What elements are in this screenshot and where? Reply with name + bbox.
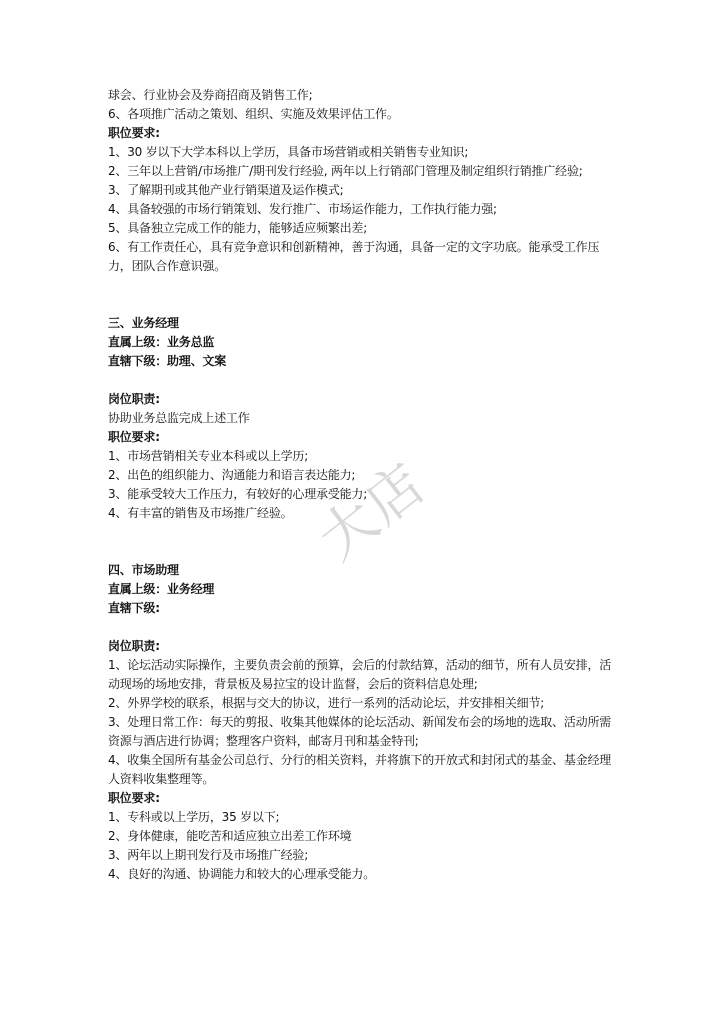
requirements-heading: 职位要求:: [108, 791, 160, 805]
section-title: 三、业务经理: [108, 316, 179, 330]
watermark: 大店: [307, 450, 439, 573]
duty-item: 4、收集全国所有基金公司总行、分行的相关资料，并将旗下的开放式和封闭式的基金、基金经理人资料收集整理等。: [108, 753, 612, 786]
subordinate-line: 直辖下级:: [108, 601, 160, 615]
requirement-item: 2、出色的组织能力、沟通能力和语言表达能力;: [108, 468, 356, 482]
duties-heading: 岗位职责:: [108, 392, 160, 406]
requirements-heading: 职位要求:: [108, 430, 160, 444]
requirement-item: 2、三年以上营销/市场推广/期刊发行经验, 两年以上行销部门管理及制定组织行销推广经验;: [108, 164, 583, 178]
duty-item: 1、论坛活动实际操作，主要负责会前的预算，会后的付款结算，活动的细节，所有人员安排，活动现场的场地安排，背景板及易拉宝的设计监督，会后的资料信息处理;: [108, 658, 612, 691]
requirements-heading: 职位要求:: [108, 126, 160, 140]
text-line: 球会、行业协会及券商招商及销售工作;: [108, 88, 313, 102]
requirement-item: 4、具备较强的市场行销策划、发行推广、市场运作能力，工作执行能力强;: [108, 202, 497, 216]
requirement-item: 4、良好的沟通、协调能力和较大的心理承受能力。: [108, 867, 376, 881]
duty-item: 协助业务总监完成上述工作: [108, 411, 250, 425]
duty-item: 3、处理日常工作：每天的剪报、收集其他媒体的论坛活动、新闻发布会的场地的选取、活动所需资源与酒店进行协调；整理客户资料，邮寄月刊和基金特刊;: [108, 715, 612, 748]
text-line: 6、各项推广活动之策划、组织、实施及效果评估工作。: [108, 107, 399, 121]
subordinate-line: 直辖下级：助理、文案: [108, 354, 227, 368]
requirement-item: 3、两年以上期刊发行及市场推广经验;: [108, 848, 309, 862]
duty-item: 2、外界学校的联系，根据与交大的协议，进行一系列的活动论坛，并安排相关细节;: [108, 696, 545, 710]
duties-heading: 岗位职责:: [108, 639, 160, 653]
superior-line: 直属上级：业务经理: [108, 582, 215, 596]
requirement-item: 3、了解期刊或其他产业行销渠道及运作模式;: [108, 183, 344, 197]
superior-line: 直属上级：业务总监: [108, 335, 215, 349]
document-body: [108, 86, 618, 884]
section-title: 四、市场助理: [108, 563, 179, 577]
requirement-item: 6、有工作责任心，具有竞争意识和创新精神，善于沟通，具备一定的文字功底。能承受工作压力，团队合作意识强。: [108, 240, 600, 273]
requirement-item: 3、能承受较大工作压力，有较好的心理承受能力;: [108, 487, 368, 501]
requirement-item: 4、有丰富的销售及市场推广经验。: [108, 506, 293, 520]
requirement-item: 5、具备独立完成工作的能力，能够适应频繁出差;: [108, 221, 368, 235]
requirement-item: 2、身体健康，能吃苦和适应独立出差工作环境: [108, 829, 352, 843]
requirement-item: 1、市场营销相关专业本科或以上学历;: [108, 449, 309, 463]
requirement-item: 1、30 岁以下大学本科以上学历，具备市场营销或相关销售专业知识;: [108, 145, 469, 159]
requirement-item: 1、专科或以上学历，35 岁以下;: [108, 810, 280, 824]
